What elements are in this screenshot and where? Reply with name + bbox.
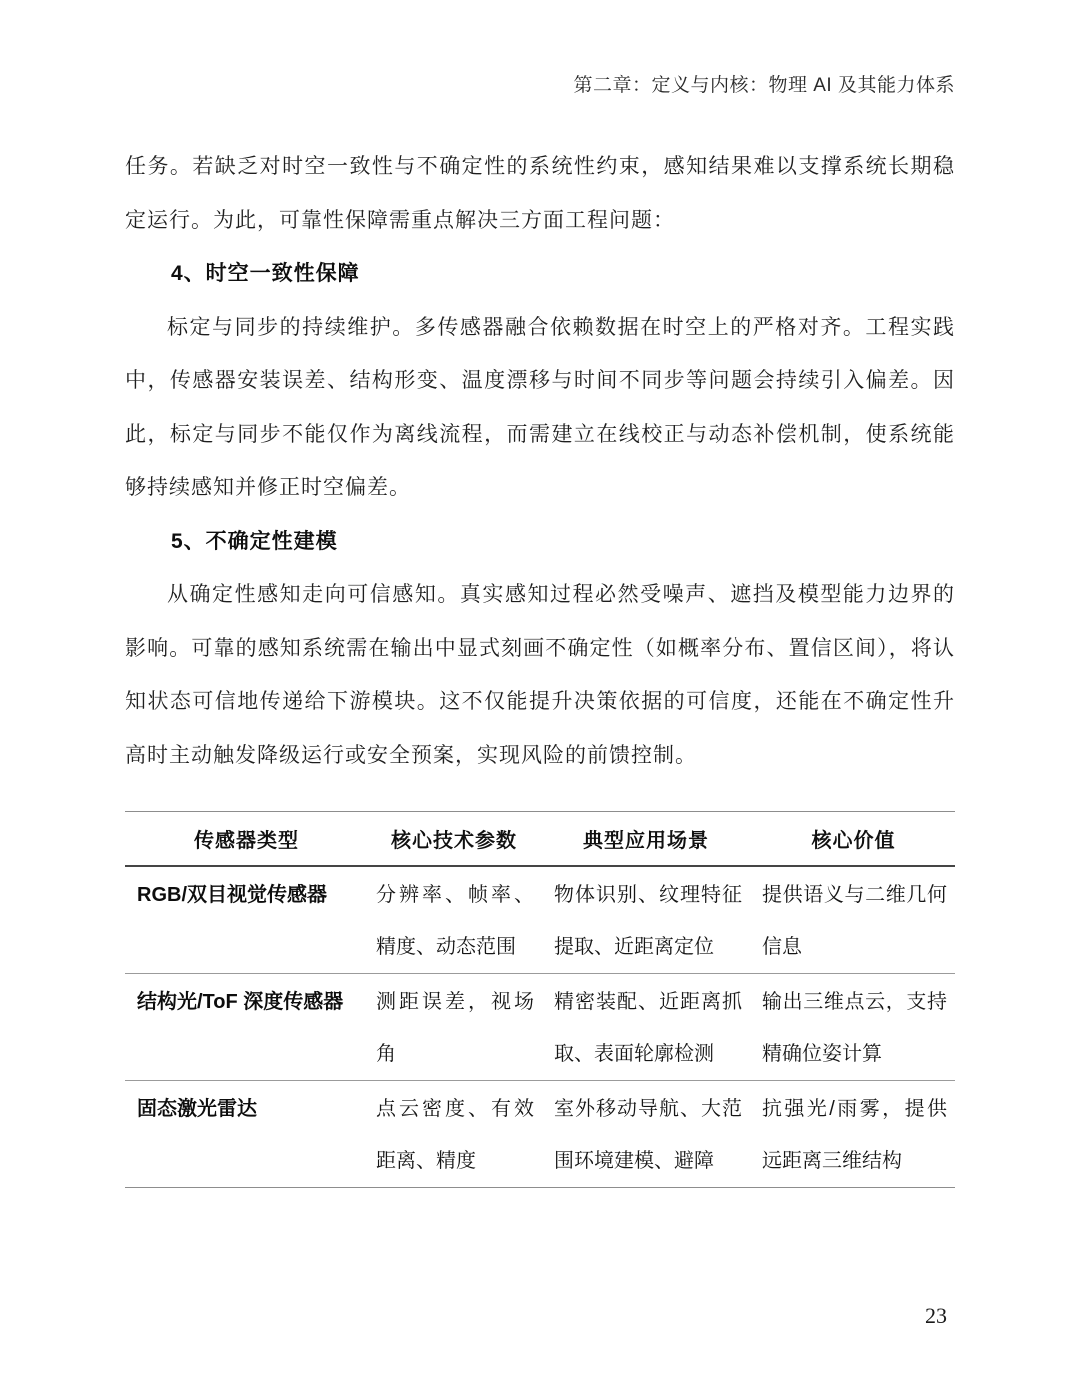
cell-sensor-type: 固态激光雷达: [137, 1098, 257, 1120]
page-body: [125, 140, 955, 1188]
page-number: 23: [925, 1303, 947, 1328]
cell-core-params: 分辨率、帧率、精度、动态范围: [376, 884, 534, 958]
sensor-table: [125, 811, 955, 1188]
paragraph-section-5: 从确定性感知走向可信感知。真实感知过程必然受噪声、遮挡及模型能力边界的影响。可靠的感知系统需在输出中显式刻画不确定性（如概率分布、置信区间），将认知状态可信地传递给下游模块。这不仅能提升决策依据的可信度，还能在不确定性升高时主动触发降级运行或安全预案，实现风险的前馈控制。: [125, 583, 955, 767]
cell-scenarios: 精密装配、近距离抓取、表面轮廓检测: [554, 991, 742, 1065]
cell-core-value: 抗强光/雨雾，提供远距离三维结构: [762, 1098, 947, 1172]
cell-core-value: 提供语义与二维几何信息: [762, 884, 947, 958]
column-header-scenarios: 典型应用场景: [583, 830, 709, 852]
column-header-core-params: 核心技术参数: [391, 830, 517, 852]
cell-sensor-type: RGB/双目视觉传感器: [137, 884, 327, 906]
cell-scenarios: 物体识别、纹理特征提取、近距离定位: [554, 884, 742, 958]
cell-sensor-type: 结构光/ToF 深度传感器: [137, 991, 344, 1013]
cell-scenarios: 室外移动导航、大范围环境建模、避障: [554, 1098, 742, 1172]
paragraph-section-4: 标定与同步的持续维护。多传感器融合依赖数据在时空上的严格对齐。工程实践中，传感器安装误差、结构形变、温度漂移与时间不同步等问题会持续引入偏差。因此，标定与同步不能仅作为离线流程，而需建立在线校正与动态补偿机制，使系统能够持续感知并修正时空偏差。: [125, 315, 955, 499]
paragraph-continuation: 任务。若缺乏对时空一致性与不确定性的系统性约束，感知结果难以支撑系统长期稳定运行。为此，可靠性保障需重点解决三方面工程问题：: [125, 155, 955, 232]
cell-core-params: 点云密度、有效距离、精度: [376, 1098, 534, 1172]
cell-core-value: 输出三维点云，支持精确位姿计算: [762, 991, 947, 1065]
running-header: 第二章：定义与内核：物理 AI 及其能力体系: [573, 75, 955, 96]
column-header-sensor-type: 传感器类型: [194, 830, 299, 852]
sensor-table-header-row: [125, 812, 955, 867]
section-heading-5: 5、不确定性建模: [171, 529, 338, 553]
section-heading-4: 4、时空一致性保障: [171, 262, 360, 285]
table-row: [125, 1081, 955, 1188]
table-row: [125, 974, 955, 1081]
column-header-core-value: 核心价值: [811, 830, 896, 852]
table-row: [125, 867, 955, 974]
cell-core-params: 测距误差，视场角: [376, 991, 534, 1065]
